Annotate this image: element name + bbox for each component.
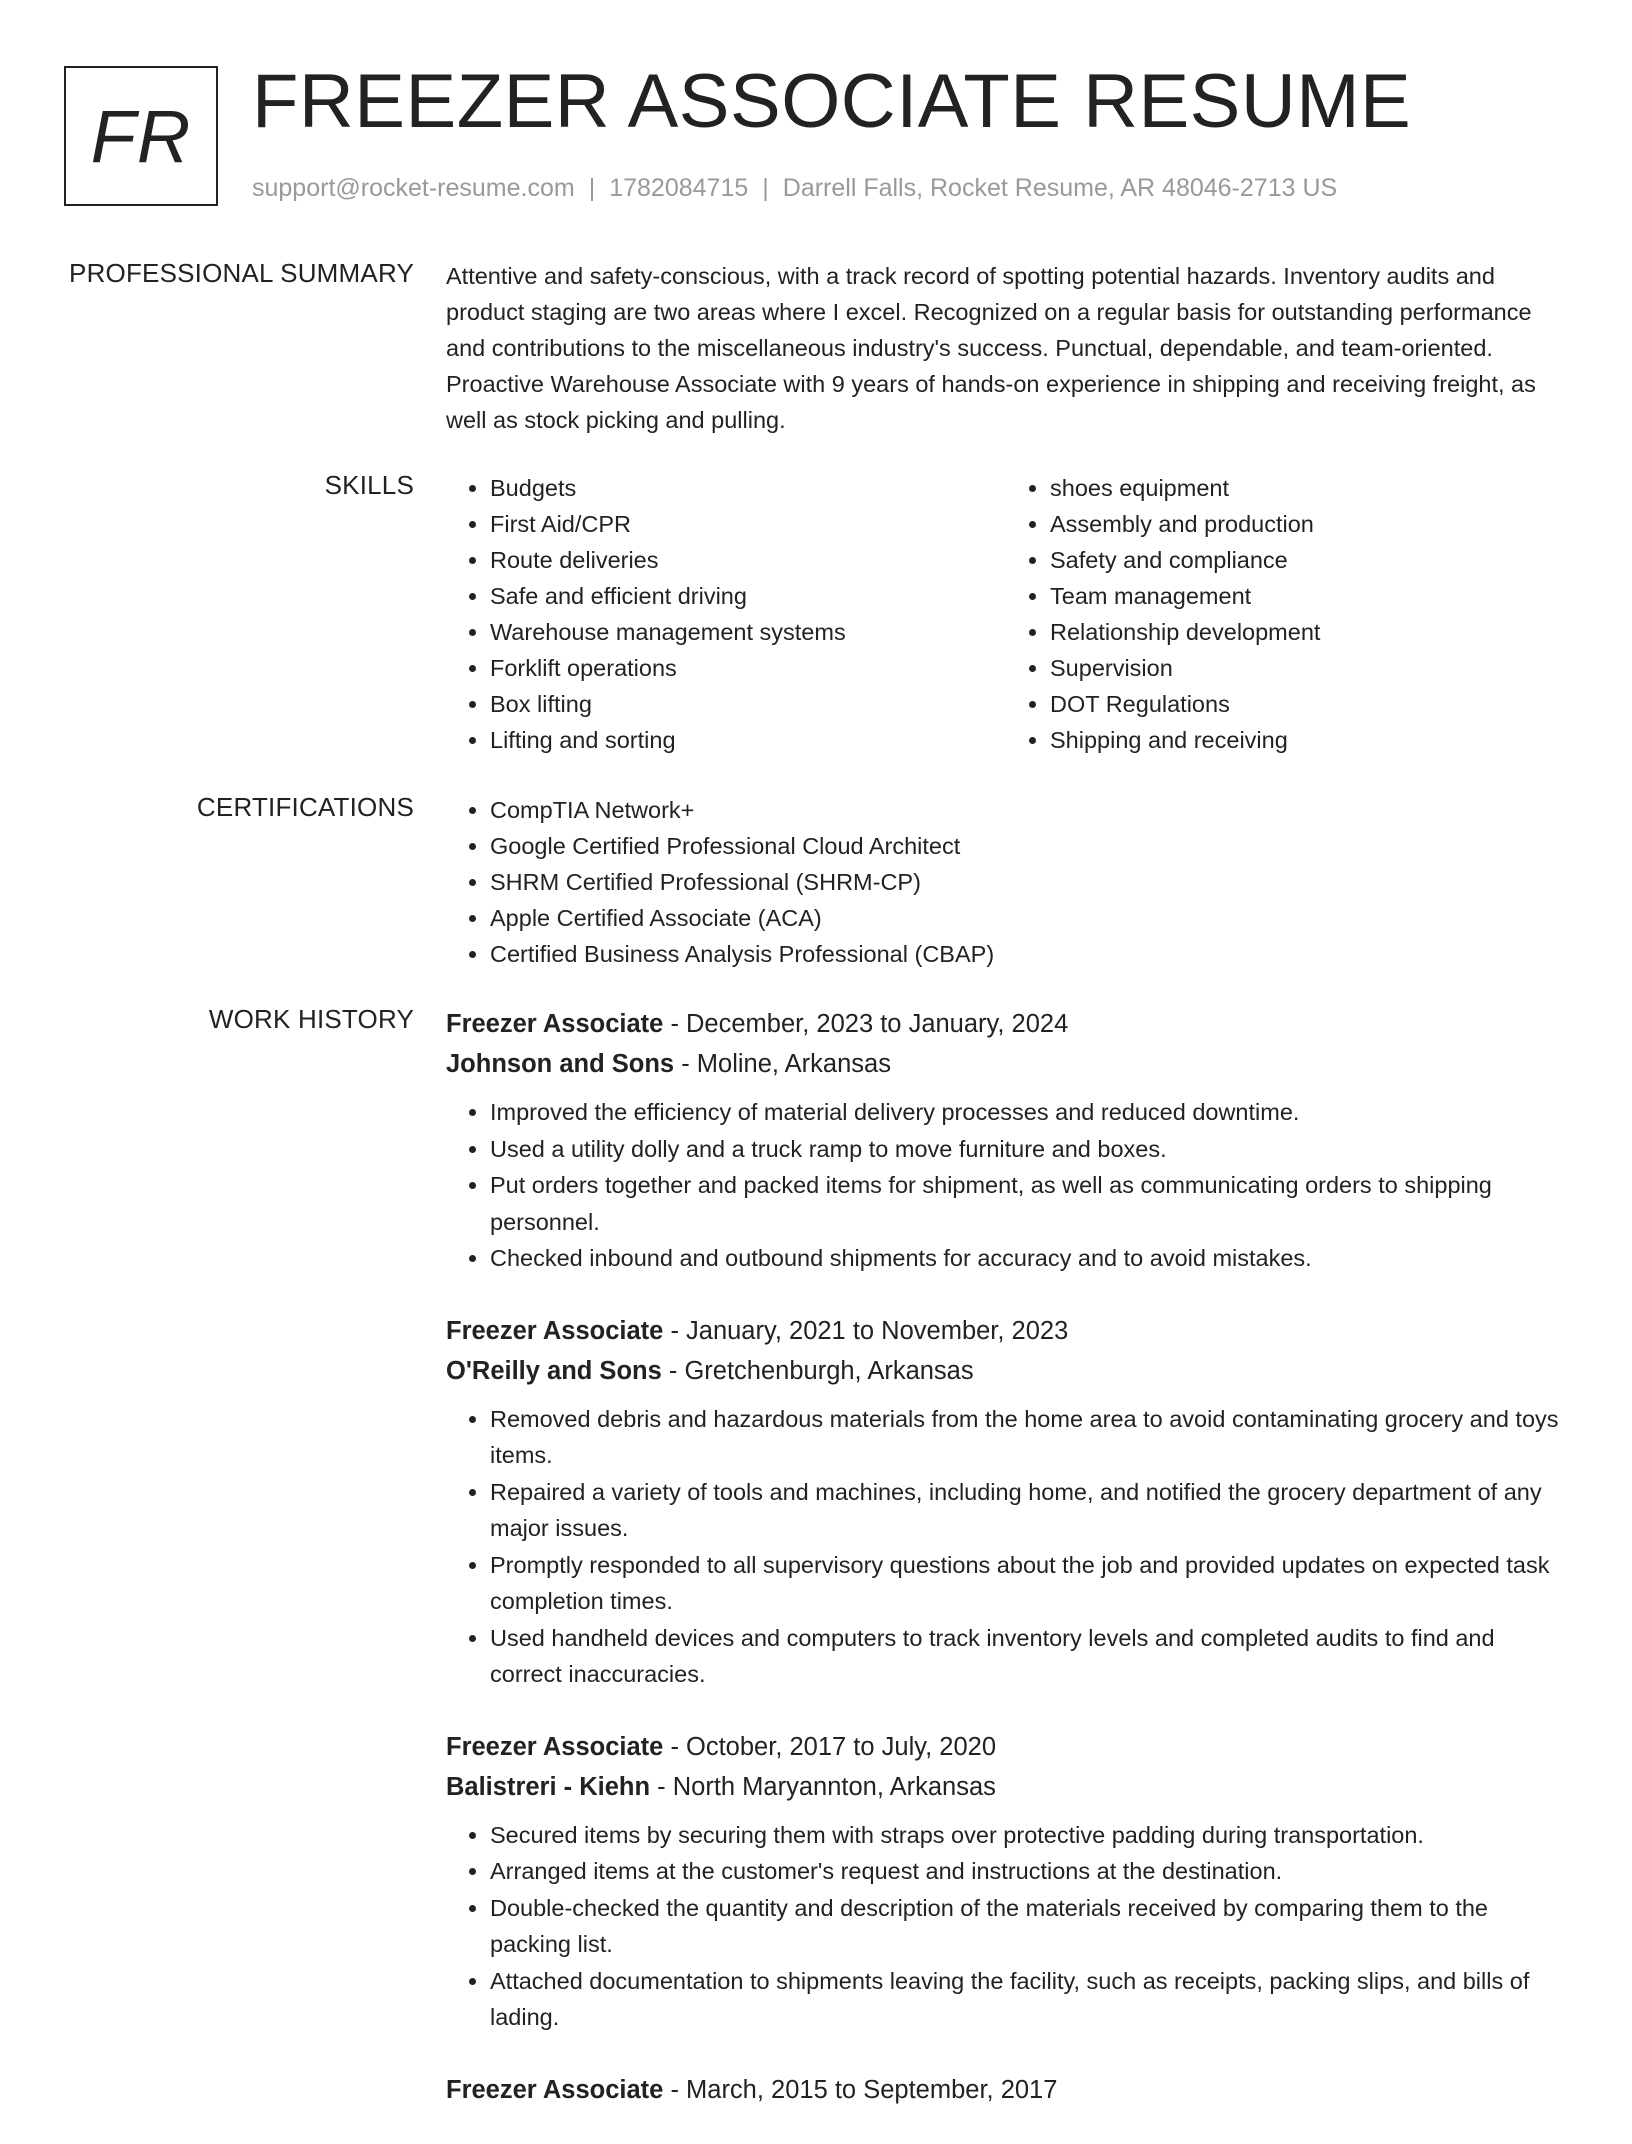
contact-line bbox=[252, 174, 1337, 203]
job-duty-item: • Repaired a variety of tools and machines, including home, and notified the grocery department of any major issues. bbox=[490, 1474, 1566, 1547]
job-duty-item: • Checked inbound and outbound shipments for accuracy and to avoid mistakes. bbox=[490, 1240, 1566, 1277]
contact-separator: | bbox=[762, 174, 769, 202]
resume-title: FREEZER ASSOCIATE RESUME bbox=[252, 59, 1412, 144]
job-company-line bbox=[446, 1767, 1566, 1807]
certification-item: • Certified Business Analysis Professional (CBAP) bbox=[490, 936, 1566, 972]
job-dates: - October, 2017 to July, 2020 bbox=[670, 1732, 996, 1761]
job-duty-item: • Removed debris and hazardous materials from the home area to avoid contaminating grocery and toys items. bbox=[490, 1401, 1566, 1474]
job-location: - North Maryannton, Arkansas bbox=[657, 1772, 996, 1801]
section-label: CERTIFICATIONS bbox=[196, 792, 414, 822]
job-entry bbox=[446, 2070, 1566, 2110]
summary-body bbox=[446, 258, 1566, 438]
job-title: Freezer Associate bbox=[446, 1732, 664, 1761]
monogram-badge: FR bbox=[64, 66, 218, 206]
job-title: Freezer Associate bbox=[446, 1010, 664, 1038]
job-title-line bbox=[446, 2070, 1566, 2110]
job-duty-item: • Secured items by securing them with straps over protective padding during transportation. bbox=[490, 1817, 1566, 1854]
skill-item: • Box lifting bbox=[490, 686, 1006, 722]
job-title-line bbox=[446, 1727, 1566, 1767]
section-label: WORK HISTORY bbox=[208, 1004, 414, 1034]
job-duties-list bbox=[446, 1817, 1566, 2036]
certification-item: • Apple Certified Associate (ACA) bbox=[490, 900, 1566, 936]
skill-item: • DOT Regulations bbox=[1050, 686, 1566, 722]
skill-item: • Lifting and sorting bbox=[490, 722, 1006, 758]
skill-item: • Budgets bbox=[490, 470, 1006, 506]
job-company: O'Reilly and Sons bbox=[446, 1356, 662, 1385]
certification-item: • Google Certified Professional Cloud Architect bbox=[490, 828, 1566, 864]
job-duty-item: • Improved the efficiency of material delivery processes and reduced downtime. bbox=[490, 1094, 1566, 1131]
skill-item: • Assembly and production bbox=[1050, 506, 1566, 542]
job-title: Freezer Associate bbox=[446, 1316, 664, 1345]
skill-item: • Relationship development bbox=[1050, 614, 1566, 650]
skill-item: • Warehouse management systems bbox=[490, 614, 1006, 650]
skill-item: • Shipping and receiving bbox=[1050, 722, 1566, 758]
job-company-line bbox=[446, 1351, 1566, 1391]
contact-phone: 1782084715 bbox=[609, 174, 749, 202]
job-title-line bbox=[446, 1311, 1566, 1351]
job-duty-item: • Promptly responded to all supervisory questions about the job and provided updates on expected task completion times. bbox=[490, 1547, 1566, 1620]
certification-item: • CompTIA Network+ bbox=[490, 792, 1566, 828]
job-duty-item: • Used handheld devices and computers to track inventory levels and completed audits to find and correct inaccuracies. bbox=[490, 1620, 1566, 1693]
skill-item: • Forklift operations bbox=[490, 650, 1006, 686]
skill-item: • Safety and compliance bbox=[1050, 542, 1566, 578]
job-dates: - December, 2023 to January, 2024 bbox=[670, 1010, 1069, 1038]
job-location: - Gretchenburgh, Arkansas bbox=[668, 1356, 974, 1385]
section-label: SKILLS bbox=[324, 470, 414, 500]
skill-item: • Safe and efficient driving bbox=[490, 578, 1006, 614]
contact-email: support@rocket-resume.com bbox=[252, 174, 575, 202]
job-duty-item: • Attached documentation to shipments leaving the facility, such as receipts, packing slips, and bills of lading. bbox=[490, 1963, 1566, 2036]
certifications-list bbox=[446, 792, 1566, 972]
job-company: Johnson and Sons bbox=[446, 1050, 675, 1078]
job-company-line bbox=[446, 1044, 1566, 1084]
job-location: - Moline, Arkansas bbox=[681, 1050, 891, 1078]
job-duty-item: • Arranged items at the customer's request and instructions at the destination. bbox=[490, 1853, 1566, 1890]
skills-body bbox=[446, 470, 1566, 758]
job-title-line bbox=[446, 1004, 1566, 1044]
job-duties-list bbox=[446, 1094, 1566, 1277]
certifications-body bbox=[446, 792, 1566, 972]
skill-item: • shoes equipment bbox=[1050, 470, 1566, 506]
job-dates: - March, 2015 to September, 2017 bbox=[670, 2075, 1058, 2104]
job-dates: - January, 2021 to November, 2023 bbox=[670, 1316, 1069, 1345]
job-company: Balistreri - Kiehn bbox=[446, 1772, 651, 1801]
skills-list-right bbox=[1006, 470, 1566, 758]
job-entry bbox=[446, 1311, 1566, 1693]
contact-separator: | bbox=[588, 174, 596, 202]
summary-text: Attentive and safety-conscious, with a track record of spotting potential hazards. Inventory audits and product staging are two areas where I excel. Recognized on a regular basis for outstanding performance and contributions to the miscellaneous industry's success. Punctual, dependable, and team-oriented. Proactive Warehouse Associate with 9 years of hands-on experience in shipping and receiving freight, as well as stock picking and pulling. bbox=[446, 263, 1536, 433]
job-title: Freezer Associate bbox=[446, 2075, 664, 2104]
skills-list-left bbox=[446, 470, 1006, 758]
section-label: PROFESSIONAL SUMMARY bbox=[69, 258, 414, 288]
skill-item: • Supervision bbox=[1050, 650, 1566, 686]
job-duty-item: • Put orders together and packed items for shipment, as well as communicating orders to shipping personnel. bbox=[490, 1167, 1566, 1240]
skill-item: • Route deliveries bbox=[490, 542, 1006, 578]
certification-item: • SHRM Certified Professional (SHRM-CP) bbox=[490, 864, 1566, 900]
work-history-body bbox=[446, 1004, 1566, 2144]
job-duties-list bbox=[446, 1401, 1566, 1693]
skill-item: • Team management bbox=[1050, 578, 1566, 614]
job-duty-item: • Double-checked the quantity and description of the materials received by comparing them to the packing list. bbox=[490, 1890, 1566, 1963]
job-entry bbox=[446, 1004, 1566, 1277]
job-duty-item: • Used a utility dolly and a truck ramp to move furniture and boxes. bbox=[490, 1131, 1566, 1168]
skill-item: • First Aid/CPR bbox=[490, 506, 1006, 542]
contact-address: Darrell Falls, Rocket Resume, AR 48046-2713 US bbox=[782, 174, 1338, 202]
job-entry bbox=[446, 1727, 1566, 2036]
